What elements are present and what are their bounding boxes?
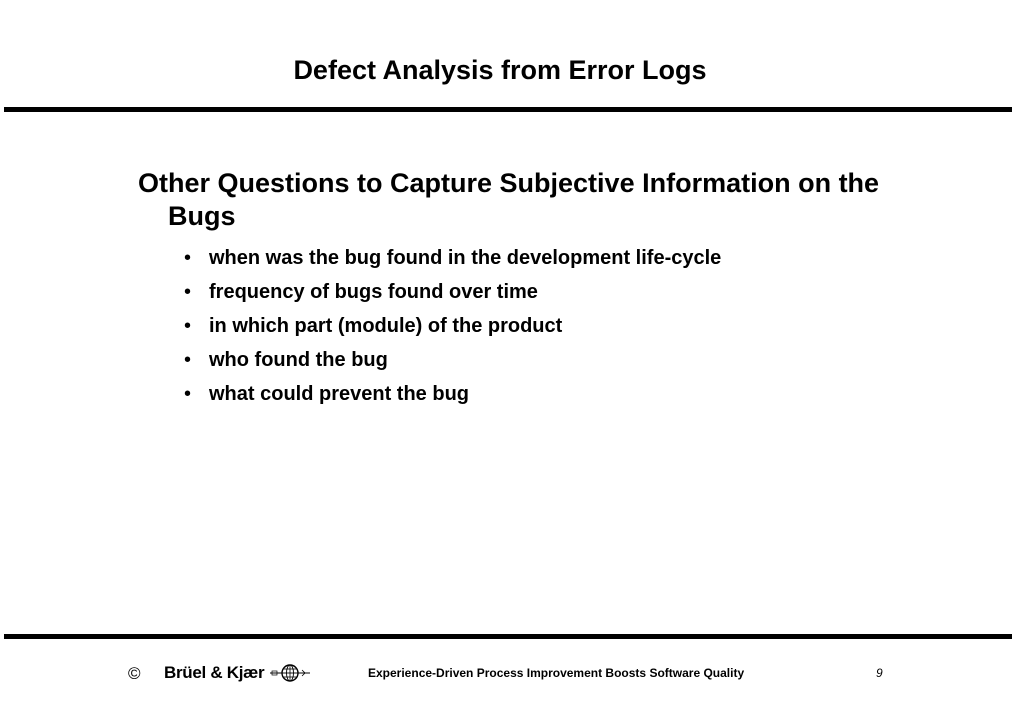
bullet-text: frequency of bugs found over time xyxy=(209,281,538,303)
slide-content xyxy=(138,167,898,411)
bullet-text: in which part (module) of the product xyxy=(209,315,563,337)
bullet-list xyxy=(138,241,898,411)
bottom-divider xyxy=(4,634,1012,639)
globe-logo-icon xyxy=(270,663,310,683)
bullet-dot-icon: • xyxy=(184,247,192,269)
bullet-dot-icon: • xyxy=(184,315,192,337)
bullet-item xyxy=(184,309,898,343)
bullet-item xyxy=(184,241,898,275)
bullet-text: what could prevent the bug xyxy=(209,383,470,405)
copyright-symbol: © xyxy=(128,664,141,683)
page-number: 9 xyxy=(876,666,883,680)
slide-title: Defect Analysis from Error Logs xyxy=(293,55,707,85)
logo-text: Brüel & Kjær xyxy=(164,663,265,682)
bullet-dot-icon: • xyxy=(184,281,192,303)
bullet-item xyxy=(184,275,898,309)
bullet-text: who found the bug xyxy=(209,349,388,371)
bullet-dot-icon: • xyxy=(184,349,192,371)
company-logo xyxy=(164,661,310,685)
footer-tagline: Experience-Driven Process Improvement Boosts Software Quality xyxy=(368,666,745,680)
section-heading: Other Questions to Capture Subjective Information on the Bugs xyxy=(138,168,880,231)
slide-footer xyxy=(0,660,1023,688)
bullet-item xyxy=(184,343,898,377)
bullet-dot-icon: • xyxy=(184,383,192,405)
bullet-item xyxy=(184,377,898,411)
top-divider xyxy=(4,107,1012,112)
bullet-text: when was the bug found in the development life-cycle xyxy=(209,247,722,269)
